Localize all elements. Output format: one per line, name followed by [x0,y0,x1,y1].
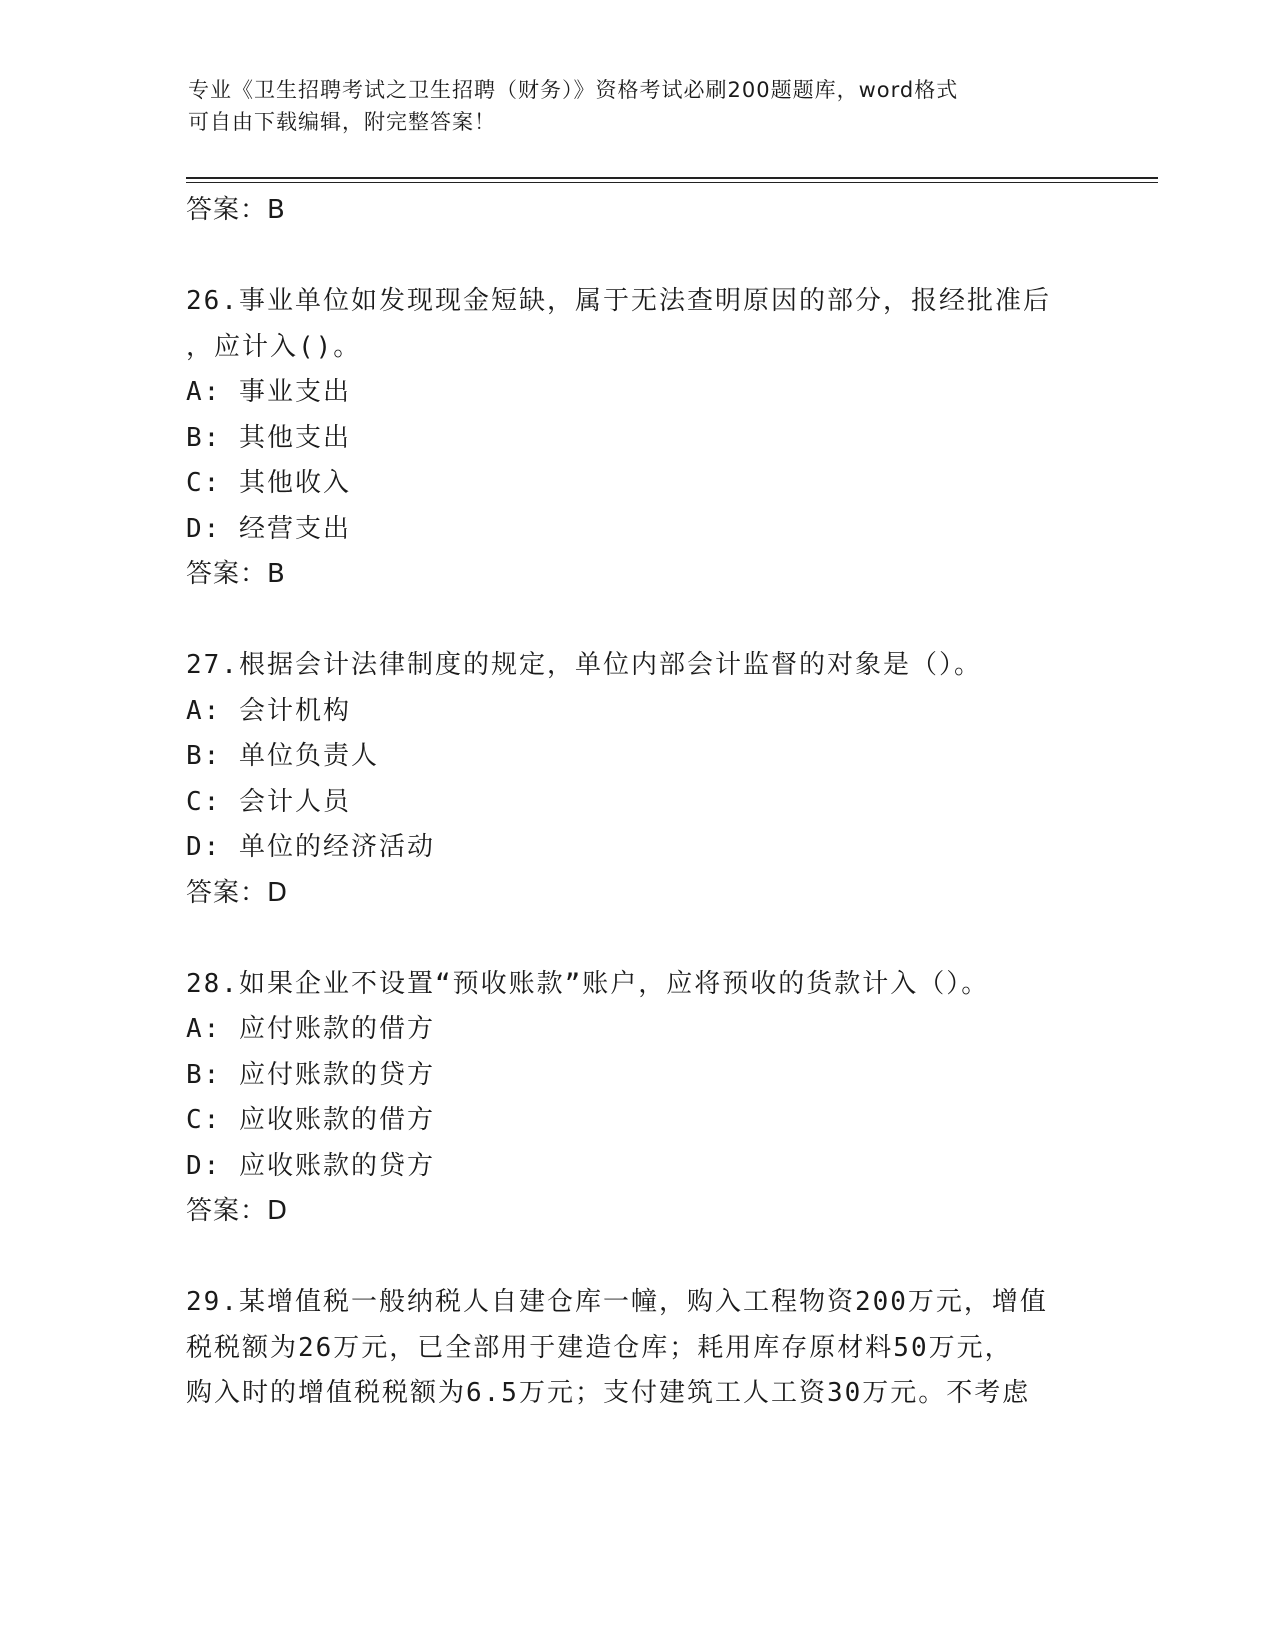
option-c: C: 应收账款的借方 [186,1105,435,1135]
answer-line: 答案：B [186,559,286,589]
spacer [186,234,1086,280]
option-c: C: 会计人员 [186,786,351,817]
answer-line: 答案：D [186,1196,289,1226]
answer-line: 答案：D [186,877,289,908]
option-d: D: 经营支出 [186,513,351,544]
option-b: B: 单位负责人 [186,741,379,771]
question-stem: ，应计入()。 [186,331,362,362]
spacer [186,598,1086,644]
option-d: D: 应收账款的贷方 [186,1150,435,1181]
question-stem: 29.某增值税一般纳税人自建仓库一幢，购入工程物资200万元，增值 [186,1287,1048,1317]
option-b: B: 其他支出 [186,422,351,453]
option-a: A: 会计机构 [186,695,351,726]
answer-line: 答案：B [186,195,286,225]
header-divider [186,177,1158,183]
page-header [188,74,1088,138]
question-item [186,962,1086,1235]
question-item [186,279,1086,598]
header-title-line-1: 专业《卫生招聘考试之卫生招聘（财务）》资格考试必刷200题题库，word格式 [188,78,959,102]
spacer [186,1235,1086,1281]
spacer [186,916,1086,962]
option-a: A: 事业支出 [186,377,351,407]
question-stem: 购入时的增值税税额为6.5万元；支付建筑工人工资30万元。不考虑 [186,1378,1031,1408]
question-stem: 28.如果企业不设置“预收账款”账户，应将预收的货款计入（）。 [186,968,990,999]
question-stem: 税税额为26万元，已全部用于建造仓库；耗用库存原材料50万元， [186,1332,1013,1363]
question-list [186,188,1086,1417]
question-item [186,643,1086,916]
option-a: A: 应付账款的借方 [186,1014,435,1044]
question-item [186,1280,1086,1417]
question-stem: 26.事业单位如发现现金短缺，属于无法查明原因的部分，报经批准后 [186,286,1051,316]
option-c: C: 其他收入 [186,468,351,498]
option-b: B: 应付账款的贷方 [186,1059,435,1090]
header-title-line-2: 可自由下载编辑，附完整答案！ [188,110,496,134]
question-stem: 27.根据会计法律制度的规定，单位内部会计监督的对象是（）。 [186,650,982,680]
option-d: D: 单位的经济活动 [186,832,435,862]
